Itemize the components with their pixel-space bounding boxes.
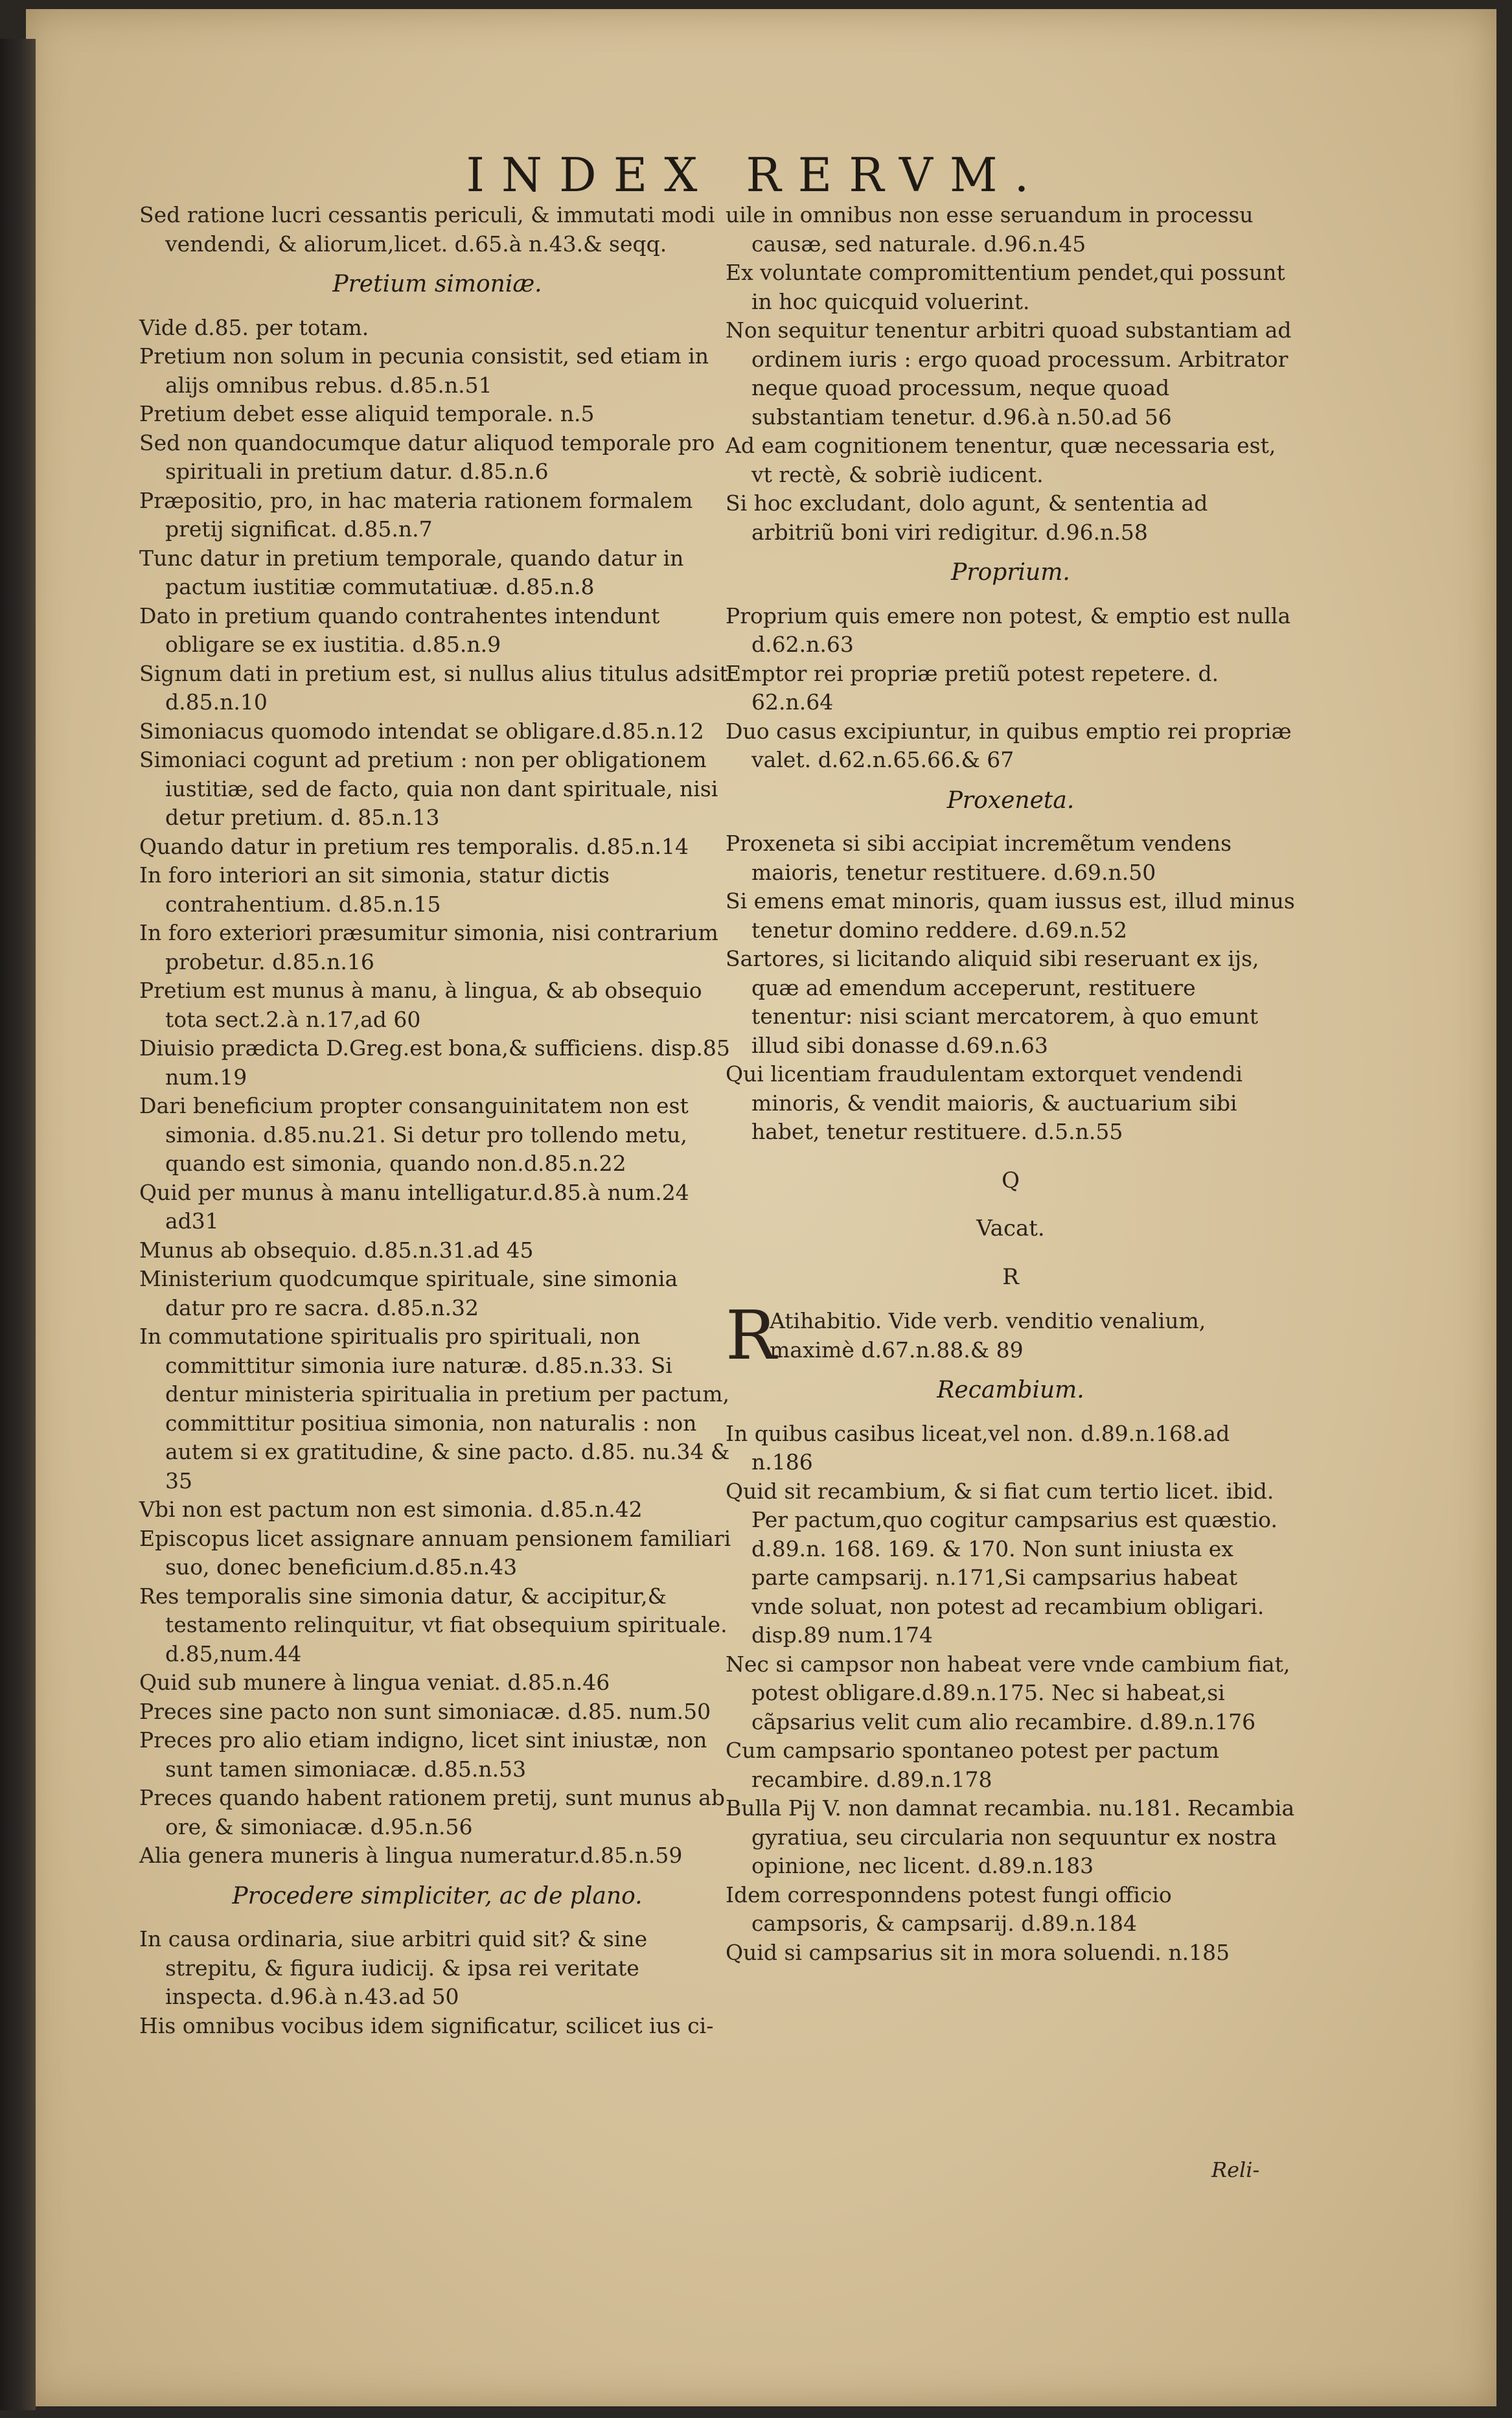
- index-entry: Res temporalis sine simonia datur, & accipitur,& testamento relinquitur, vt fiat obsequium spirituale. d.85,num.44: [139, 1583, 727, 1666]
- index-entry: Diuisio prædicta D.Greg.est bona,& sufficiens. disp.85 num.19: [139, 1035, 730, 1090]
- entry-text: Atihabitio. Vide verb. venditio venalium, maximè d.67.n.88.& 89: [770, 1308, 1206, 1363]
- section-heading: Recambium.: [937, 1377, 1084, 1403]
- catchword: Reli-: [1211, 2158, 1260, 2182]
- drop-cap: R: [726, 1296, 777, 1375]
- section-heading: Proprium.: [951, 559, 1070, 586]
- index-entry: Si emens emat minoris, quam iussus est, illud minus tenetur domino reddere. d.69.n.52: [726, 888, 1295, 943]
- index-entry: In foro interiori an sit simonia, statur dictis contrahentium. d.85.n.15: [139, 862, 610, 917]
- right-column: [726, 201, 1296, 1967]
- index-entry: Vide d.85. per totam.: [139, 314, 369, 340]
- left-column: [139, 201, 735, 2040]
- index-entry: Signum dati in pretium est, si nullus alius titulus adsit. d.85.n.10: [139, 660, 735, 715]
- letter-heading: Q: [1002, 1167, 1020, 1193]
- index-entry: Preces pro alio etiam indigno, licet sint iniustæ, non sunt tamen simoniacæ. d.85.n.53: [139, 1727, 707, 1782]
- index-entry: Simoniaci cogunt ad pretium : non per obligationem iustitiæ, sed de facto, quia non dant spirituale, nisi detur pretium. d. 85.n.13: [139, 747, 718, 830]
- index-entry: Preces quando habent rationem pretij, sunt munus ab ore, & simoniacæ. d.95.n.56: [139, 1785, 725, 1839]
- index-entry: Quid sub munere à lingua veniat. d.85.n.46: [139, 1670, 610, 1695]
- index-entry: Ad eam cognitionem tenentur, quæ necessaria est, vt rectè, & sobriè iudicent.: [726, 433, 1276, 487]
- page-title: INDEX RERVM.: [466, 148, 1046, 202]
- index-entry: Ex voluntate compromittentium pendet,qui possunt in hoc quicquid voluerint.: [726, 260, 1285, 314]
- index-entry: Pretium non solum in pecunia consistit, sed etiam in alijs omnibus rebus. d.85.n.51: [139, 343, 709, 398]
- index-entry: Preces sine pacto non sunt simoniacæ. d.85. num.50: [139, 1698, 711, 1724]
- index-entry: In causa ordinaria, siue arbitri quid sit? & sine strepitu, & figura iudicij. & ipsa rei veritate inspecta. d.96.à n.43.ad 50: [139, 1926, 648, 2009]
- index-entry: Bulla Pij V. non damnat recambia. nu.181. Recambia gyratiua, seu circularia non sequuntur ex nostra opinione, nec licent. d.89.n.183: [726, 1795, 1295, 1878]
- index-entry: In commutatione spiritualis pro spirituali, non committitur simonia iure naturæ. d.85.n.33. Si dentur ministeria spiritualia in pretium per pactum, committitur positiua simonia, non naturalis : non autem si ex gratitudine, & sine pacto. d.85. nu.34 & 35: [139, 1324, 730, 1493]
- index-entry: Sed non quandocumque datur aliquod temporale pro spirituali in pretium datur. d.85.n.6: [139, 430, 715, 484]
- index-entry: Pretium debet esse aliquid temporale. n.5: [139, 401, 595, 426]
- index-entry: Emptor rei propriæ pretiũ potest repetere. d. 62.n.64: [726, 660, 1219, 715]
- index-entry: Duo casus excipiuntur, in quibus emptio rei propriæ valet. d.62.n.65.66.& 67: [726, 718, 1292, 772]
- index-entry: Simoniacus quomodo intendat se obligare.d.85.n.12: [139, 718, 704, 744]
- index-entry: Dari beneficium propter consanguinitatem non est simonia. d.85.nu.21. Si detur pro tollendo metu, quando est simonia, quando non.d.85.n.22: [139, 1093, 689, 1176]
- index-entry: Proprium quis emere non potest, & emptio est nulla d.62.n.63: [726, 603, 1291, 657]
- letter-heading: R: [1002, 1263, 1019, 1290]
- index-entry: Quid sit recambium, & si fiat cum tertio licet. ibid. Per pactum,quo cogitur campsarius est quæstio. d.89.n. 168. 169. & 170. Non sunt iniusta ex parte campsarij. n.171,Si campsarius habeat vnde soluat, non potest ad recambium obligari. disp.89 num.174: [726, 1478, 1277, 1648]
- letter-heading: Vacat.: [976, 1215, 1045, 1241]
- index-entry: Ministerium quodcumque spirituale, sine simonia datur pro re sacra. d.85.n.32: [139, 1266, 678, 1320]
- index-entry: His omnibus vocibus idem significatur, scilicet ius ci-: [139, 2012, 714, 2038]
- index-entry: Sed ratione lucri cessantis periculi, & immutati modi vendendi, & aliorum,licet. d.65.à n.43.& seqq.: [139, 202, 715, 257]
- book-spine-edge: [0, 39, 36, 2410]
- section-heading: Procedere simpliciter, ac de plano.: [232, 1882, 643, 1909]
- index-entry: Tunc datur in pretium temporale, quando datur in pactum iustitiæ commutatiuæ. d.85.n.8: [139, 545, 684, 599]
- index-entry: In quibus casibus liceat,vel non. d.89.n.168.ad n.186: [726, 1420, 1230, 1475]
- index-entry: Dato in pretium quando contrahentes intendunt obligare se ex iustitia. d.85.n.9: [139, 603, 660, 657]
- section-heading: Proxeneta.: [946, 787, 1075, 814]
- index-entry: Nec si campsor non habeat vere vnde cambium fiat, potest obligare.d.89.n.175. Nec si habeat,si cãpsarius velit cum alio recambire. d.89.n.176: [726, 1651, 1290, 1734]
- index-entry: Qui licentiam fraudulentam extorquet vendendi minoris, & vendit maioris, & auctuarium sibi habet, tenetur restituere. d.5.n.55: [726, 1061, 1243, 1144]
- index-entry: Proxeneta si sibi accipiat incremẽtum vendens maioris, tenetur restituere. d.69.n.50: [726, 831, 1232, 885]
- index-entry: [726, 1296, 1296, 1375]
- index-entry: Alia genera muneris à lingua numeratur.d.85.n.59: [139, 1843, 683, 1868]
- index-entry: uile in omnibus non esse seruandum in processu causæ, sed naturale. d.96.n.45: [726, 202, 1254, 257]
- index-entry: Munus ab obsequio. d.85.n.31.ad 45: [139, 1237, 534, 1263]
- index-entry: Quid si campsarius sit in mora soluendi. n.185: [726, 1939, 1230, 1965]
- index-entry: Episcopus licet assignare annuam pensionem familiari suo, donec beneficium.d.85.n.43: [139, 1525, 731, 1580]
- index-entry: Non sequitur tenentur arbitri quoad substantiam ad ordinem iuris : ergo quoad processum. Arbitrator neque quoad processum, neque quoad substantiam tenetur. d.96.à n.50.ad 56: [726, 317, 1292, 430]
- index-entry: Præpositio, pro, in hac materia rationem formalem pretij significat. d.85.n.7: [139, 487, 693, 542]
- index-entry: Sartores, si licitando aliquid sibi reseruant ex ijs, quæ ad emendum acceperunt, restituere tenentur: nisi sciant mercatorem, à quo emunt illud sibi donasse d.69.n.63: [726, 946, 1259, 1058]
- index-entry: Pretium est munus à manu, à lingua, & ab obsequio tota sect.2.à n.17,ad 60: [139, 978, 702, 1032]
- index-entry: Quid per munus à manu intelligatur.d.85.à num.24 ad31: [139, 1179, 689, 1234]
- index-entry: Vbi non est pactum non est simonia. d.85.n.42: [139, 1497, 643, 1522]
- index-entry: Cum campsario spontaneo potest per pactum recambire. d.89.n.178: [726, 1738, 1219, 1792]
- index-entry: Idem corresponndens potest fungi officio campsoris, & campsarij. d.89.n.184: [726, 1882, 1172, 1936]
- index-entry: Si hoc excludant, dolo agunt, & sententia ad arbitriũ boni viri redigitur. d.96.n.58: [726, 490, 1208, 545]
- index-entry: In foro exteriori præsumitur simonia, nisi contrarium probetur. d.85.n.16: [139, 920, 718, 974]
- index-entry: Quando datur in pretium res temporalis. d.85.n.14: [139, 833, 689, 859]
- section-heading: Pretium simoniæ.: [332, 271, 542, 297]
